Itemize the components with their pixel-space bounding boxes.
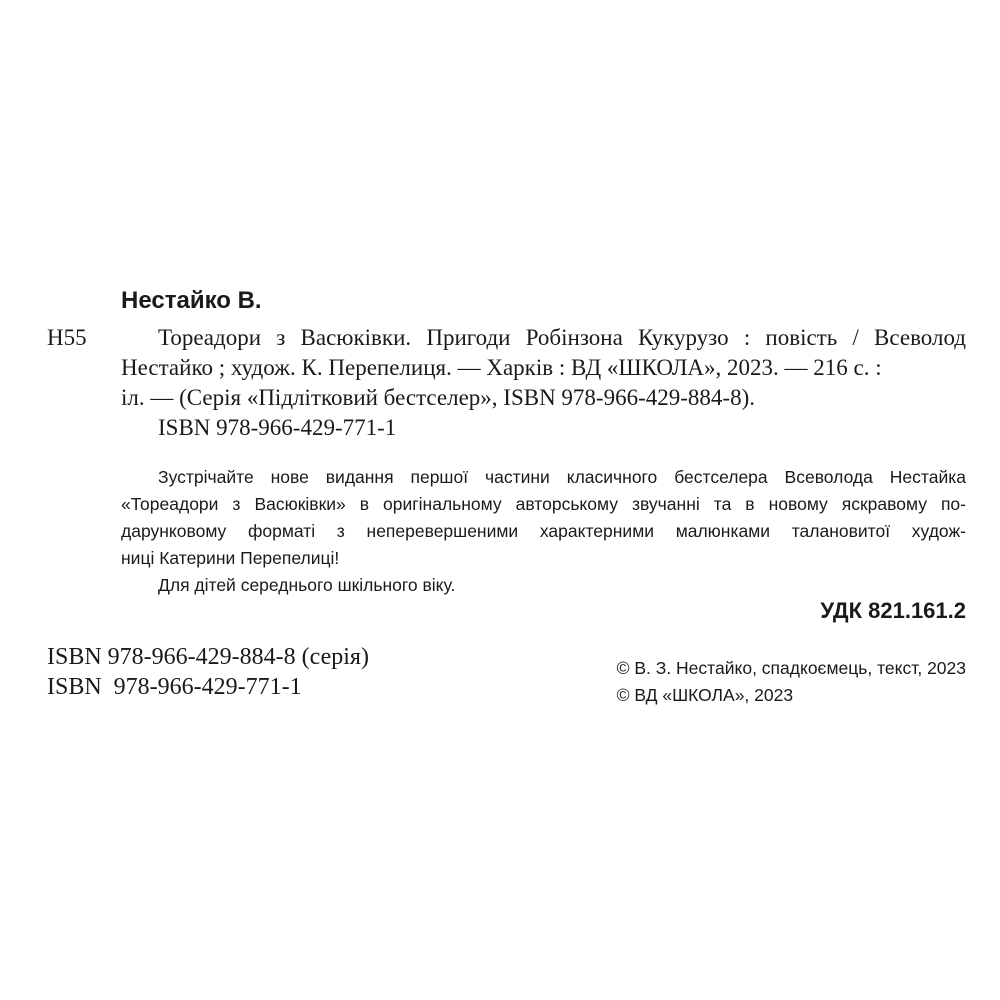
classification-code: Н55	[47, 325, 87, 350]
udk-code: УДК 821.161.2	[820, 598, 966, 623]
record-line: Нестайко ; худож. К. Перепелиця. — Харків : ВД «ШКОЛА», 2023. — 216 с. :	[121, 355, 882, 380]
isbn-series-line: ISBN 978-966-429-884-8 (серія)	[47, 644, 369, 670]
audience-note: Для дітей середнього шкільного віку.	[158, 575, 456, 595]
record-line: іл. — (Серія «Підлітковий бестселер», ISBN 978-966-429-884-8).	[121, 385, 755, 410]
record-isbn-line: ISBN 978-966-429-771-1	[158, 415, 397, 440]
annotation-line: Зустрічайте нове видання першої частини класичного бестселера Всеволода Нестайка	[158, 467, 966, 487]
annotation-line: «Тореадори з Васюківки» в оригінальному авторському звучанні та в новому яскравому по-	[121, 494, 966, 514]
isbn-list	[47, 642, 369, 702]
copyright-line-publisher: © ВД «ШКОЛА», 2023	[616, 685, 794, 705]
copyright-block	[617, 655, 966, 709]
record-line: Тореадори з Васюківки. Пригоди Робінзона Кукурузо : повість / Всеволод	[158, 325, 966, 350]
author-heading: Нестайко В.	[121, 287, 262, 314]
copyright-line-text: © В. З. Нестайко, спадкоємець, текст, 2023	[616, 658, 966, 678]
bibliographic-record	[121, 323, 966, 443]
annotation-line: ниці Катерини Перепелиці!	[121, 548, 340, 568]
annotation-line: дарунковому форматі з неперевершеними характерними малюнками талановитої худож-	[121, 521, 966, 541]
isbn-book-line: ISBN 978-966-429-771-1	[47, 674, 302, 700]
annotation-paragraph	[121, 464, 966, 599]
